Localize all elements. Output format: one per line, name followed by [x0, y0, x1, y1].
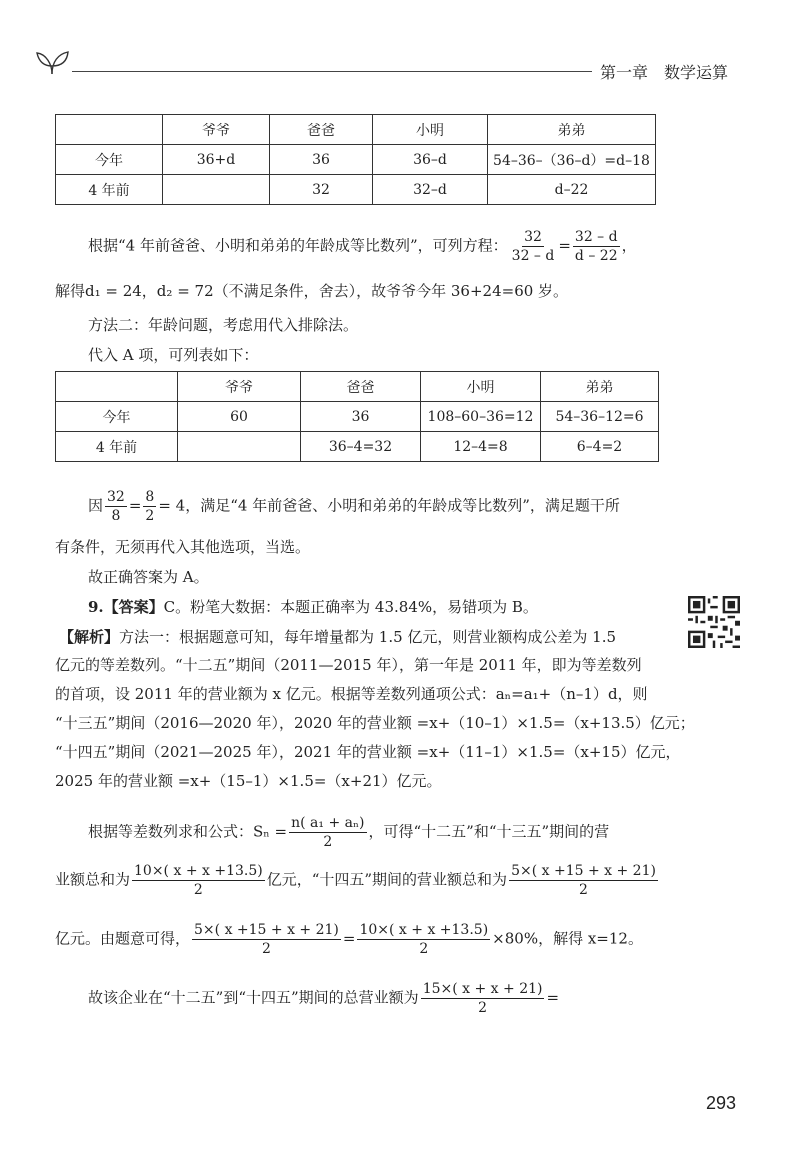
- fraction: [143, 488, 156, 525]
- paragraph-equation: [55, 921, 643, 958]
- age-table-2: [55, 371, 659, 462]
- fraction: [509, 862, 658, 899]
- table-header-cell: 弟弟: [541, 372, 659, 402]
- numerator: 5×( x +15 + x + 21): [511, 863, 656, 879]
- paragraph-text: 因: [88, 496, 104, 515]
- denominator: 32 – d: [511, 248, 555, 264]
- table-header-cell: 小明: [373, 115, 488, 145]
- paragraph: 解得d₁ = 24，d₂ = 72（不满足条件，舍去），故爷爷今年 36+24=60 岁。: [55, 282, 569, 300]
- denominator: 2: [145, 508, 155, 524]
- paragraph-text: ，可得“十二五”和“十三五”期间的营: [368, 822, 610, 841]
- paragraph-equation: [88, 228, 637, 265]
- answer-line: [88, 597, 538, 617]
- analysis-line: [59, 627, 616, 647]
- table-row: [56, 145, 656, 175]
- fraction: [573, 228, 620, 265]
- table-cell: 54–36–（36–d）=d–18: [488, 145, 656, 175]
- paragraph-text: 业额总和为: [55, 870, 131, 889]
- paragraph-text: = 4，满足“4 年前爸爸、小明和弟弟的年龄成等比数列”，满足题干所: [158, 496, 620, 515]
- fraction: [357, 921, 490, 958]
- comma: ，: [621, 236, 637, 255]
- paragraph: 方法二：年龄问题，考虑用代入排除法。: [88, 316, 359, 334]
- numerator: 15×( x + x + 21): [422, 981, 543, 997]
- age-table-1: [55, 114, 656, 205]
- table-header-cell: 爷爷: [178, 372, 301, 402]
- paragraph-text: 方法一：根据题意可知，每年增量都为 1.5 亿元，则营业额构成公差为 1.5: [119, 628, 617, 646]
- table-header-row: [56, 372, 659, 402]
- denominator: 2: [478, 1000, 488, 1016]
- denominator: 2: [419, 941, 429, 957]
- fraction: [192, 921, 341, 958]
- page-number: 293: [706, 1093, 737, 1113]
- table-cell: 今年: [56, 402, 178, 432]
- paragraph: 有条件，无须再代入其他选项，当选。: [55, 538, 311, 556]
- table-header-cell: 小明: [421, 372, 541, 402]
- table-cell: 36: [301, 402, 421, 432]
- table-cell: 36+d: [163, 145, 270, 175]
- table-header-cell: 弟弟: [488, 115, 656, 145]
- table-cell: 4 年前: [56, 432, 178, 462]
- table-cell: [163, 175, 270, 205]
- paragraph: 2025 年的营业额 =x+（15–1）×1.5=（x+21）亿元。: [55, 772, 442, 790]
- table-cell: [178, 432, 301, 462]
- table-cell: 36–4=32: [301, 432, 421, 462]
- qr-code: [688, 596, 740, 648]
- table-row: [56, 402, 659, 432]
- paragraph-equation: [88, 488, 620, 525]
- table-cell: 32: [270, 175, 373, 205]
- header-rule: [72, 71, 592, 72]
- paragraph-text: C。粉笔大数据：本题正确率为 43.84%，易错项为 B。: [163, 598, 538, 616]
- table-cell: 36: [270, 145, 373, 175]
- table-row: [56, 432, 659, 462]
- fraction: [510, 228, 557, 265]
- paragraph-text: 根据“4 年前爸爸、小明和弟弟的年龄成等比数列”，可列方程：: [88, 236, 508, 255]
- paragraph-text: ×80%，解得 x=12。: [492, 929, 643, 948]
- numerator: 32: [524, 229, 542, 245]
- equals-sign: =: [546, 988, 560, 1007]
- paragraph-text: 亿元。由题意可得，: [55, 929, 191, 948]
- fraction: [289, 814, 366, 851]
- paragraph: “十三五”期间（2016—2020 年），2020 年的营业额 =x+（10–1）×1.5=（x+13.5）亿元；: [55, 714, 695, 732]
- fraction: [105, 488, 127, 525]
- chapter-title: 第一章 数学运算: [600, 63, 729, 82]
- table-header-row: [56, 115, 656, 145]
- numerator: 32: [107, 489, 125, 505]
- paragraph-text: 根据等差数列求和公式：Sₙ =: [88, 822, 288, 841]
- paragraph-equation: [55, 862, 660, 899]
- equals-sign: =: [128, 496, 142, 515]
- denominator: 2: [579, 882, 588, 898]
- table-cell: 36–d: [373, 145, 488, 175]
- table-header-cell: [56, 115, 163, 145]
- fraction: [421, 980, 545, 1017]
- paragraph: 代入 A 项，可列表如下：: [88, 346, 259, 364]
- fraction: [132, 862, 265, 899]
- table-cell: 6–4=2: [541, 432, 659, 462]
- leaf-icon: [34, 44, 72, 78]
- numerator: 10×( x + x +13.5): [134, 863, 263, 879]
- table-cell: 32–d: [373, 175, 488, 205]
- numerator: 8: [145, 489, 155, 505]
- table-cell: 54–36–12=6: [541, 402, 659, 432]
- analysis-label: 【解析】: [59, 628, 120, 646]
- denominator: 2: [193, 882, 203, 898]
- denominator: d – 22: [574, 248, 618, 264]
- denominator: 8: [111, 508, 121, 524]
- paragraph-text: 亿元，“十四五”期间的营业额总和为: [266, 870, 508, 889]
- numerator: 32 – d: [574, 229, 618, 245]
- paragraph-text: 故该企业在“十二五”到“十四五”期间的总营业额为: [88, 988, 419, 1007]
- paragraph: “十四五”期间（2021—2025 年），2021 年的营业额 =x+（11–1）×1.5=（x+15）亿元，: [55, 743, 681, 761]
- answer-label: 9.【答案】: [88, 598, 164, 616]
- equals-sign: =: [558, 236, 571, 255]
- paragraph-equation: [88, 814, 609, 851]
- table-header-cell: [56, 372, 178, 402]
- numerator: n( a₁ + aₙ): [291, 815, 365, 831]
- table-cell: 今年: [56, 145, 163, 175]
- table-cell: d–22: [488, 175, 656, 205]
- denominator: 2: [323, 834, 333, 850]
- table-header-cell: 爸爸: [270, 115, 373, 145]
- numerator: 10×( x + x +13.5): [359, 922, 489, 938]
- table-cell: 4 年前: [56, 175, 163, 205]
- table-cell: 60: [178, 402, 301, 432]
- paragraph-equation: [88, 980, 559, 1017]
- table-header-cell: 爷爷: [163, 115, 270, 145]
- table-row: [56, 175, 656, 205]
- denominator: 2: [261, 941, 271, 957]
- table-header-cell: 爸爸: [301, 372, 421, 402]
- table-cell: 12–4=8: [421, 432, 541, 462]
- paragraph: 亿元的等差数列。“十二五”期间（2011—2015 年），第一年是 2011 年，即为等差数列: [55, 656, 642, 674]
- equals-sign: =: [342, 929, 356, 948]
- table-cell: 108–60–36=12: [421, 402, 541, 432]
- paragraph: 故正确答案为 A。: [88, 568, 209, 586]
- paragraph: 的首项，设 2011 年的营业额为 x 亿元。根据等差数列通项公式：aₙ=a₁+（n–1）d，则: [55, 685, 648, 703]
- numerator: 5×( x +15 + x + 21): [194, 922, 339, 938]
